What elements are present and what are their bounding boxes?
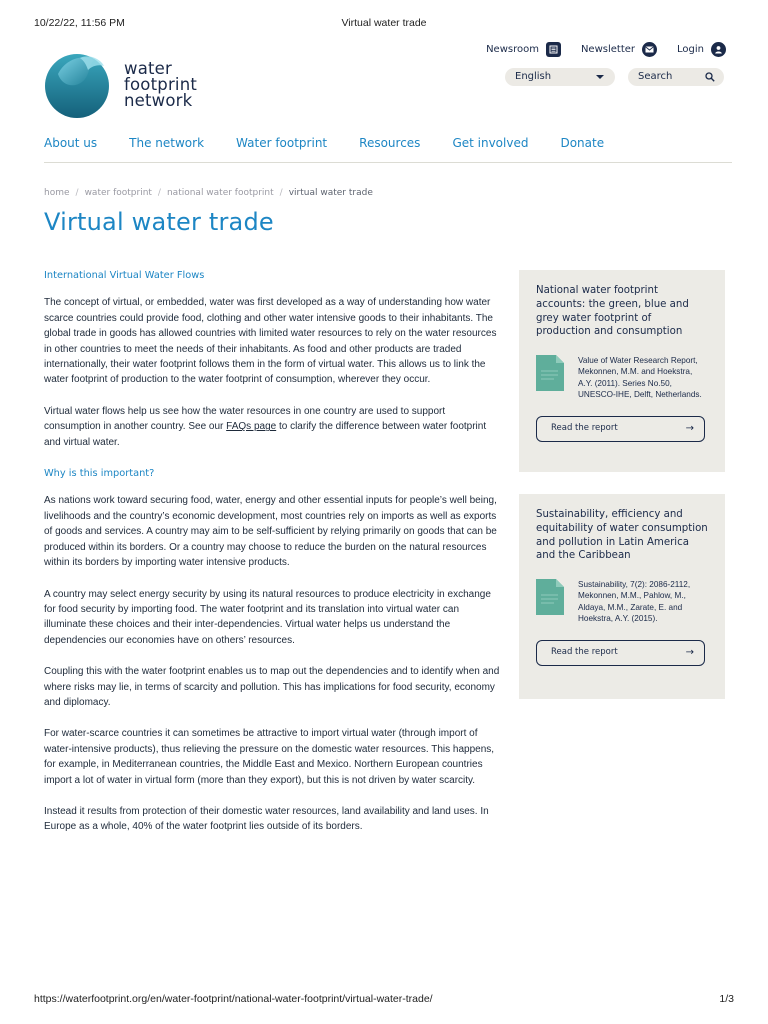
section-heading-importance: Why is this important? <box>44 468 155 480</box>
read-report-button[interactable] <box>536 416 705 442</box>
nav-divider <box>44 162 732 163</box>
login-label: Login <box>677 44 704 55</box>
newsroom-icon <box>546 42 561 57</box>
read-report-label: Read the report <box>551 423 618 433</box>
nav-item-resources[interactable]: Resources <box>359 136 421 150</box>
breadcrumb-national-water-footprint[interactable]: national water footprint <box>166 188 274 198</box>
print-datetime: 10/22/22, 11:56 PM <box>34 17 125 29</box>
newsletter-link[interactable] <box>581 42 657 57</box>
newsroom-label: Newsroom <box>486 44 539 55</box>
breadcrumb-separator: / <box>157 188 161 198</box>
paragraph-6: For water-scarce countries it can sometimes be attractive to import virtual water (through import of water-intensive products), thus relieving the pressure on the domestic water resources. This happens, for example, in Mediterranean countries, the Middle East and Mexico. Northern European countries import a lot of water in virtual form (more than they export), but this is not driven by water scarcity. <box>44 728 495 786</box>
search-icon[interactable] <box>705 72 715 82</box>
print-url: https://waterfootprint.org/en/water-footprint/national-water-footprint/virtual-water-trade/ <box>34 993 433 1005</box>
paragraph-5: Coupling this with the water footprint enables us to map out the dependencies and to identify when and where risks may lie, in terms of scarcity and pollution. This has implications for food security, economy and diplomacy. <box>44 666 500 708</box>
paragraph-2-text-b: to clarify the difference between water footprint and virtual water. <box>44 421 487 448</box>
paragraph-2-text-a: Virtual water flows help us see how the water resources in one country are used to support consumption in another country. See our <box>44 405 446 433</box>
language-select[interactable] <box>505 68 615 86</box>
envelope-icon <box>642 42 657 57</box>
faqs-link[interactable]: FAQs page <box>226 421 277 433</box>
search-input[interactable] <box>628 68 724 86</box>
paragraph-1: The concept of virtual, or embedded, water was first developed as a way of understanding how water scarce countries could provide food, clothing and other water intensive goods to their inhabitants. The global trade in goods has allowed countries with limited water resources to rely on the water resources in other countries to meet the needs of their inhabitants. As food and other products are traded internationally, their water footprint follows them in the form of virtual water. This allows us to link the water footprint of production to the water footprint of consumption, wherever they occur. <box>44 297 497 386</box>
login-link[interactable] <box>677 42 726 57</box>
document-icon <box>536 579 564 615</box>
page-title: Virtual water trade <box>44 208 274 236</box>
user-icon <box>711 42 726 57</box>
paragraph-3: As nations work toward securing food, water, energy and other essential inputs for people’s well being, livelihoods and the country’s economic development, most countries rely on imports as well as exports of goods and services. A country may aim to be self-sufficient by relying primarily on goods that can be produced within its borders. Or a country may choose to reduce the burden on the natural resources within its borders by importing water intensive products. <box>44 495 497 569</box>
report-card-citation-block <box>536 355 708 400</box>
breadcrumb-current: virtual water trade <box>288 188 373 198</box>
breadcrumb-home[interactable]: home <box>44 188 70 198</box>
paragraph-2 <box>44 404 504 450</box>
nav-item-about-us[interactable]: About us <box>44 136 98 150</box>
logo-line-3: network <box>124 91 193 110</box>
nav-item-get-involved[interactable]: Get involved <box>452 136 529 150</box>
report-card-1 <box>519 270 725 472</box>
paragraph-4: A country may select energy security by using its natural resources to produce electricity in exchange for food security by importing food. The water footprint and its translation into virtual water can illuminate these choices and their inter-dependencies. Virtual water helps us understand the dependencies our economies have on others’ resources. <box>44 588 491 646</box>
paragraph-7: Instead it results from protection of their domestic water resources, land availability and land uses. In Europe as a whole, 40% of the water footprint lies outside of its borders. <box>44 805 489 833</box>
nav-item-water-footprint[interactable]: Water footprint <box>236 136 328 150</box>
report-card-title: National water footprint accounts: the green, blue and grey water footprint of production and consumption <box>536 285 689 338</box>
logo-drop-icon <box>44 52 112 118</box>
chevron-down-icon <box>596 75 604 79</box>
breadcrumb-water-footprint[interactable]: water footprint <box>84 188 152 198</box>
site-logo[interactable] <box>44 52 224 118</box>
logo-line-1: water <box>124 59 173 78</box>
read-report-button[interactable] <box>536 640 705 666</box>
breadcrumb-separator: / <box>279 188 283 198</box>
search-placeholder: Search <box>638 71 673 82</box>
print-header <box>34 17 734 31</box>
article-content <box>44 268 504 851</box>
logo-wordmark <box>124 61 197 109</box>
nav-item-donate[interactable]: Donate <box>560 136 605 150</box>
arrow-right-icon: → <box>685 647 694 658</box>
report-card-citation: Value of Water Research Report, Mekonnen, M.M. and Hoekstra, A.Y. (2011). Series No.50, UNESCO-IHE, Delft, Netherlands. <box>578 356 702 399</box>
nav-item-the-network[interactable]: The network <box>129 136 205 150</box>
main-navigation <box>44 136 636 150</box>
report-card-title: Sustainability, efficiency and equitability of water consumption and pollution in Latin America and the Caribbean <box>536 509 708 562</box>
print-footer <box>34 993 734 1007</box>
breadcrumb-separator: / <box>75 188 79 198</box>
breadcrumb <box>44 188 373 198</box>
print-page-number: 1/3 <box>719 993 734 1005</box>
report-card-citation-block <box>536 579 708 624</box>
report-card-2 <box>519 494 725 699</box>
print-title: Virtual water trade <box>341 17 427 29</box>
language-value: English <box>515 71 552 82</box>
logo-line-2: footprint <box>124 75 198 94</box>
arrow-right-icon: → <box>685 423 694 434</box>
report-card-citation: Sustainability, 7(2): 2086-2112, Mekonnen, M.M., Pahlow, M., Aldaya, M.M., Zarate, E. and Hoekstra, A.Y. (2015). <box>578 580 691 623</box>
section-heading-flows: International Virtual Water Flows <box>44 270 205 281</box>
read-report-label: Read the report <box>551 647 618 657</box>
document-icon <box>536 355 564 391</box>
utility-links <box>486 42 726 57</box>
newsletter-label: Newsletter <box>580 44 636 55</box>
newsroom-link[interactable] <box>486 42 561 57</box>
